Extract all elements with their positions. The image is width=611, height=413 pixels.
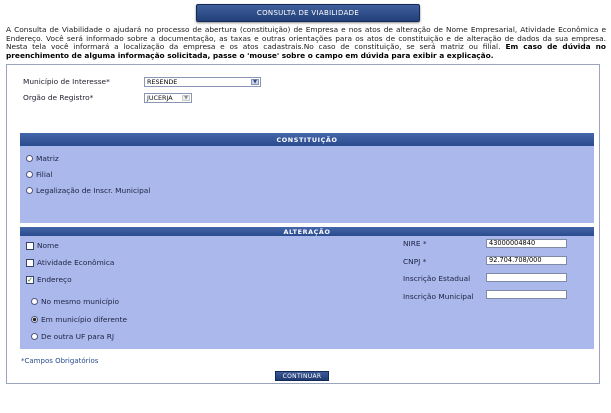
chevron-down-icon: ▼ <box>182 95 190 101</box>
main-panel <box>6 64 600 384</box>
checkbox-icon <box>26 242 34 250</box>
radio-municipio-diferente-label: Em município diferente <box>41 315 128 324</box>
intro-paragraph: A Consulta de Viabilidade o ajudará no processo de abertura (constituição) de Empresa e nos atos de alteração de Nome Empresarial, Atividade Econômica e Endereço. Você será informado sobre a documentação, as taxas e outras orientações para os atos de constituição e de alteração de dados da sua empresa. Nesta tela você informará a localização da empresa e os atos cadastrais.No caso de constituição, se será matriz ou filial. <box>6 25 606 52</box>
inscricao-municipal-label: Inscrição Municipal <box>403 292 474 301</box>
inscricao-estadual-input[interactable] <box>486 273 567 282</box>
intro-bold-note: Em caso de dúvida no preenchimento de alguma informação solicitada, passe o 'mouse' sobre o campo em dúvida para exibir a explicação. <box>6 42 606 60</box>
radio-legalizacao[interactable] <box>26 186 150 195</box>
orgao-select[interactable] <box>144 93 192 103</box>
nire-input[interactable]: 43000004840 <box>486 239 567 248</box>
radio-icon <box>31 298 38 305</box>
radio-mesmo-municipio[interactable] <box>31 297 119 306</box>
cnpj-input[interactable]: 92.704.708/000 <box>486 256 567 265</box>
intro-text <box>6 26 606 60</box>
inscricao-estadual-label: Inscrição Estadual <box>403 274 471 283</box>
radio-filial-label: Filial <box>36 170 53 179</box>
municipio-value: RESENDE <box>147 78 178 86</box>
cnpj-label: CNPJ * <box>403 257 427 266</box>
orgao-label: Orgão de Registro* <box>23 93 94 102</box>
municipio-select[interactable] <box>144 77 261 87</box>
checkbox-atividade[interactable] <box>26 258 114 267</box>
chevron-down-icon: ▼ <box>251 79 259 85</box>
nire-label: NIRE * <box>403 239 427 248</box>
check-icon: ✓ <box>27 275 33 284</box>
radio-outra-uf[interactable] <box>31 332 114 341</box>
radio-legalizacao-label: Legalização de Inscr. Municipal <box>36 186 151 195</box>
radio-filial[interactable] <box>26 170 52 179</box>
constituicao-title: CONSTITUIÇÃO <box>20 133 594 146</box>
checkbox-nome[interactable] <box>26 241 59 250</box>
required-fields-note: *Campos Obrigatórios <box>21 357 99 365</box>
constituicao-section <box>20 133 594 223</box>
inscricao-municipal-input[interactable] <box>486 290 567 299</box>
radio-municipio-diferente[interactable] <box>31 315 127 324</box>
radio-icon <box>26 171 33 178</box>
radio-icon <box>31 333 38 340</box>
continue-button[interactable]: CONTINUAR <box>275 371 329 381</box>
radio-icon <box>26 155 33 162</box>
orgao-value: JUCERJA <box>147 94 173 102</box>
radio-matriz[interactable] <box>26 154 59 163</box>
checkbox-icon <box>26 259 34 267</box>
radio-outra-uf-label: De outra UF para RJ <box>41 332 115 341</box>
radio-selected-icon <box>31 316 38 323</box>
checkbox-endereco[interactable] <box>26 275 72 284</box>
radio-icon <box>26 187 33 194</box>
municipio-label: Município de Interesse* <box>23 77 110 86</box>
radio-mesmo-municipio-label: No mesmo município <box>41 297 120 306</box>
checkbox-nome-label: Nome <box>37 241 59 250</box>
alteracao-section <box>20 227 594 349</box>
page-title-text: CONSULTA DE VIABILIDADE <box>256 9 360 17</box>
checkbox-atividade-label: Atividade Econômica <box>37 258 115 267</box>
checkbox-endereco-label: Endereço <box>37 275 72 284</box>
page-title <box>196 4 420 22</box>
radio-matriz-label: Matriz <box>36 154 59 163</box>
alteracao-title: ALTERAÇÃO <box>20 227 594 236</box>
